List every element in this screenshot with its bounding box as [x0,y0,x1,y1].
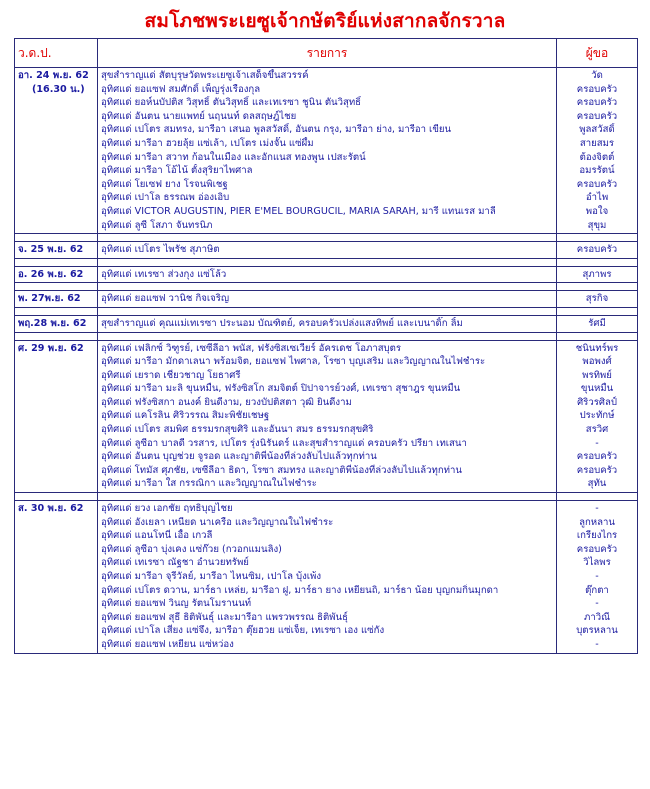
requester-name: สุรกิจ [585,293,609,305]
requester-name: ขุนหมื่น [580,383,614,395]
requester-cell [557,266,638,283]
intention-item: อุทิศแด่ มารีอา โอ้ไน้ ตั้งสุริยาไพศาล [101,165,253,177]
intention-item: อุทิศแด่ แอนโทนี่ เอื้อ เกวลี [101,530,213,542]
intention-item: อุทิศแด่ ยอแซฟ วานิช กิจเจริญ [101,293,230,305]
intention-item: อุทิศแด่ VICTOR AUGUSTIN, PIER E'MEL BOURGUCIL, MARIA SARAH, มารี แทนเรส มาลี [101,205,496,217]
intention-item: อุทิศแด่ เยราด เชี่ยวชาญ โยธาศรี [101,369,241,381]
date-cell [15,242,98,259]
requester-name: พูลสวัสดิ์ [579,124,615,136]
requester-name: ชนินทร์พร [575,342,619,354]
intention-item: อุทิศแด่ อังเยลา เหนียด นาเครือ และวิญญาณในไฟชำระ [101,516,334,528]
requester-name: - [595,638,599,650]
spacer-cell [557,283,638,291]
requester-name: ครอบครัว [576,244,618,256]
requester-cell [557,242,638,259]
requester-name: ตุ๊กตา [585,584,609,596]
requester-name: บุตรหลาน [576,625,618,637]
items-cell [98,340,557,493]
items-cell [98,266,557,283]
intention-item: อุทิศแด่ อันตน นายแพทย์ นฤนนท์ ดลสฤษฎ์ไชย [101,110,297,122]
intention-item: อุทิศแด่ เปโตร ดวาน, มาร์ธา เหล่ย, มารีอา ฝู, มาร์ธา ยาง เหยียนถิ, มาร์ธา น้อย บุญกมกิ่นมุกดา [101,584,499,596]
spacer-cell [15,283,98,291]
intention-item: อุทิศแด่ เปโตร ไพรัช สุภาษิต [101,244,220,256]
items-cell [98,501,557,654]
intention-item: อุทิศแด่ ลูซีอา บุ่งเคง แซ่ก๊วย (กวอกแมนลิง) [101,543,282,555]
header-requester: ผู้ขอ [557,39,638,68]
intention-item: อุทิศแด่ เทเรซา ส่วงกุง แซ่โล้ว [101,268,227,280]
group-spacer [15,258,638,266]
spacer-cell [98,307,557,315]
requester-name: ครอบครัว [576,464,618,476]
spacer-cell [98,258,557,266]
day-group [15,315,638,332]
day-group [15,291,638,308]
spacer-cell [15,258,98,266]
group-spacer [15,307,638,315]
intention-item: อุทิศแด่ ยอแซฟ สุธี ธิติพันธุ์ และมารีอา แพรวพรรณ ธิติพันธุ์ [101,611,348,623]
spacer-cell [15,307,98,315]
day-group [15,242,638,259]
requester-name: สุขุม [587,219,607,231]
intention-item: อุทิศแด่ ลูซีอา บาลดี วรสาร, เปโตร รุ่งนิรันดร์ และสุขสำราญแด่ ครอบครัว ปรียา เทเสนา [101,437,467,449]
requester-name: วัด [591,70,603,81]
group-spacer [15,283,638,291]
date-cell [15,501,98,654]
intention-item: อุทิศแด่ อันตน บุญช่วย จูรอด และญาติพี่น้องที่ล่วงลับไปแล้วทุกท่าน [101,451,377,463]
day-group [15,340,638,493]
requester-name: สุภาพร [582,268,612,280]
date-label: จ. 25 พ.ย. 62 [18,244,84,256]
day-group [15,501,638,654]
intention-item: อุทิศแด่ เปาโล ธรรณพ อ่องเอิบ [101,192,230,204]
intention-item: อุทิศแด่ มารีอา ใส กรรณิกา และวิญญาณในไฟชำระ [101,478,317,490]
requester-name: ภาวิณี [584,611,610,623]
date-cell [15,266,98,283]
requester-name: ประทักษ์ [579,410,615,422]
date-cell [15,315,98,332]
intention-item: อุทิศแด่ เปโตร สมพิศ ธรรมรกสุขศิริ และอันนา สมร ธรรมรกสุขศิริ [101,424,374,436]
requester-name: รัศมี [588,317,606,329]
items-cell [98,291,557,308]
spacer-cell [98,234,557,242]
requester-name: ศิริวรศิลป์ [577,396,617,408]
intention-item: อุทิศแด่ ยอห์นบัปติส วิสุทธิ์ ตันวิสุทธิ์ และเทเรซา ชูนิน ตันวิสุทธิ์ [101,97,362,109]
intention-item: อุทิศแด่ มารีอา ฮวยลุ้ย แซ่เล้า, เปโตร เม่งจั๊น แซ่ผึ้ม [101,137,314,149]
intention-item: อุทิศแด่ โทมัส ศุภชัย, เซซีลีอา ธิดา, โรซา สมทรง และญาติพี่น้องที่ล่วงลับไปแล้วทุกท่าน [101,464,462,476]
requester-name: - [595,437,599,449]
requester-name: สายสมร [579,137,615,149]
mass-schedule-table [14,38,638,654]
requester-name: ครอบครัว [576,178,618,190]
requester-name: พรทิพย์ [582,369,612,381]
intention-item: อุทิศแด่ เทเรซา ณัฐชา อำนวยทรัพย์ [101,557,249,569]
requester-name: ต้องจิตต์ [579,151,615,163]
date-cell [15,68,98,234]
requester-cell [557,68,638,234]
spacer-cell [557,234,638,242]
spacer-cell [15,493,98,501]
items-cell [98,315,557,332]
group-spacer [15,234,638,242]
intention-item: อุทิศแด่ เฟลิกซ์ วิฑูรย์, เซซีลีอา พนัส, ฟรังซิสเซเวียร์ อัครเดช โอภาสบุตร [101,342,402,354]
day-group [15,266,638,283]
requester-name: วิไลพร [583,557,611,569]
intention-item: อุทิศแด่ มารีอา จุรีวัลย์, มารีอา ไหนซิม, เปาโล บุ้งเพ้ง [101,571,322,582]
requester-name: ครอบครัว [576,110,618,122]
spacer-cell [557,493,638,501]
header-items: รายการ [98,39,557,68]
date-label: พ. 27พ.ย. 62 [18,293,81,305]
requester-name: - [595,571,599,582]
requester-name: อมรรัตน์ [579,165,615,177]
intention-item: อุทิศแด่ เปาโล เสี่ยง แซ่จึง, มารีอา ตุ๊ยฮวย แซ่เจ็ย, เทเรซา เอง แซ่กัง [101,625,385,637]
requester-cell [557,340,638,493]
date-cell [15,340,98,493]
group-spacer [15,493,638,501]
intention-item: อุทิศแด่ ฟรังซิสกา อนงค์ ยินดีงาม, ยวงบัปติสตา วุฒิ ยินดีงาม [101,396,352,408]
date-label: พฤ.28 พ.ย. 62 [18,317,87,329]
spacer-cell [15,332,98,340]
requester-cell [557,501,638,654]
group-spacer [15,332,638,340]
requester-name: ครอบครัว [576,451,618,463]
requester-name: ครอบครัว [576,543,618,555]
requester-name: ครอบครัว [576,83,618,95]
requester-name: - [595,503,599,515]
items-cell [98,68,557,234]
requester-name: ลูกหลาน [579,516,615,528]
intention-item: อุทิศแด่ แคโรลิน ศิริวรรณ สิมะพิชัยเชษฐ [101,410,270,422]
requester-name: เกรียงไกร [576,530,618,542]
intention-item: อุทิศแด่ ยอแซฟ สมศักดิ์ เพ็ญรุ่งเรืองกุล [101,83,261,95]
spacer-cell [98,283,557,291]
intention-item: อุทิศแด่ ยวง เอกชัย ฤทธิบุญไชย [101,503,233,515]
intention-item: อุทิศแด่ ยอแซฟ เหยียน แซ่หว่อง [101,638,234,650]
requester-name: พอใจ [585,205,609,217]
requester-name: - [595,598,599,610]
spacer-cell [98,332,557,340]
spacer-cell [98,493,557,501]
intention-item: อุทิศแด่ ลูซี โสภา จันทรนิภ [101,219,213,231]
intention-item: อุทิศแด่ มารีอา มักดาเลนา พร้อมจิต, ยอแซฟ ไพศาล, โรซา บุญเสริม และวิญญาณในไฟชำระ [101,356,486,368]
date-cell [15,291,98,308]
intention-item: อุทิศแด่ มารีอา มะลิ ขุนหมื่น, ฟรังซิสโก สมจิตต์ ปิปาจารย์วงศ์, เทเรซา สุชาฎร ขุนหมื่น [101,383,461,395]
intention-item: อุทิศแด่ มารีอา สวาท ก้อนในเมือง และอักแนส ทองพูน เปสะรัตน์ [101,151,366,163]
intention-item: อุทิศแด่ โยเซฟ ยาง โรจนพิเชฐ [101,178,228,190]
intention-item: อุทิศแด่ ยอแซฟ วินญ รัตนโมรานนท์ [101,598,252,610]
requester-name: อำไพ [585,192,609,204]
requester-name: ครอบครัว [576,97,618,109]
requester-cell [557,291,638,308]
spacer-cell [557,258,638,266]
time-label: (16.30 น.) [32,83,85,95]
intention-item: สุขสำราญแด่ สัตบุรุษวัดพระเยซูเจ้าเสด็จขึ้นสวรรค์ [101,70,309,81]
date-label: อ. 26 พ.ย. 62 [18,268,84,280]
spacer-cell [557,307,638,315]
intention-item: อุทิศแด่ เปโตร สมทรง, มารีอา เสนอ พูลสวัสดิ์, อันตน กรุง, มารีอา ย่าง, มารีอา เขียน [101,124,452,136]
date-label: ศ. 29 พ.ย. 62 [18,342,84,354]
day-group [15,68,638,234]
spacer-cell [15,234,98,242]
requester-name: สุทัน [587,478,607,490]
items-cell [98,242,557,259]
intention-item: สุขสำราญแด่ คุณแม่เทเรซา ประนอม บัณฑิตย์, ครอบครัวเปล่งแสงทิพย์ และเบนาดิ๊ก ลิ้ม [101,317,463,329]
date-label: ส. 30 พ.ย. 62 [18,503,84,515]
header-row [15,39,638,68]
requester-name: พอพงศ์ [582,356,612,368]
header-date: ว.ด.ป. [15,39,98,68]
page-title: สมโภชพระเยซูเจ้ากษัตริย์แห่งสากลจักรวาล [144,10,506,32]
requester-cell [557,315,638,332]
requester-name: สรวิศ [585,424,609,436]
schedule-body [15,68,638,654]
spacer-cell [557,332,638,340]
date-label: อา. 24 พ.ย. 62 [18,70,89,81]
